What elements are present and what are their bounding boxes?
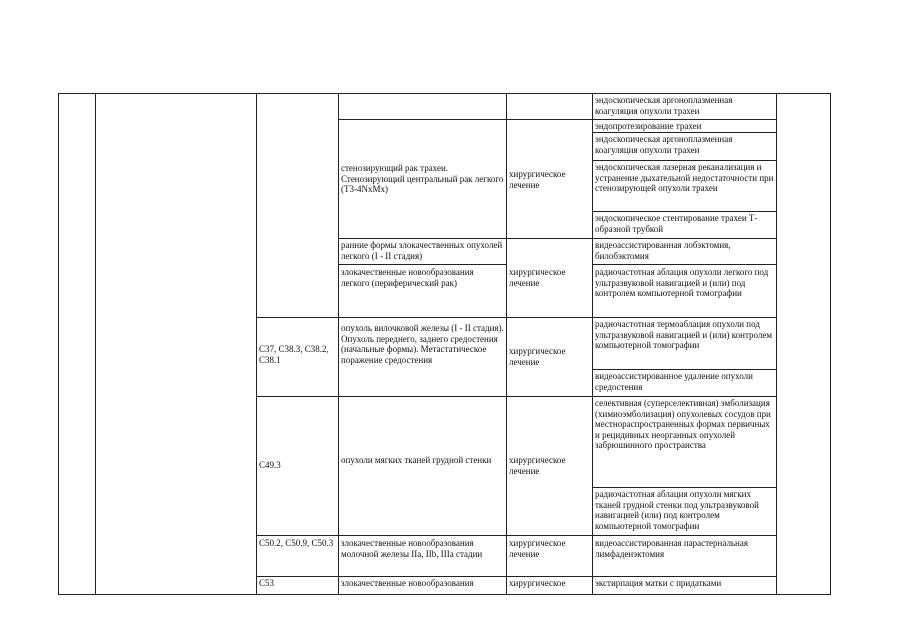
table-border [592, 211, 776, 212]
table-border [338, 119, 776, 120]
model-cell: злокачественные новообразования молочной железы IIa, IIb, IIIa стадии [341, 538, 483, 559]
model-cell: опухоли мягких тканей грудной стенки [341, 455, 492, 465]
table-border [592, 264, 776, 265]
table-border [592, 487, 776, 488]
code-cell: C50.2, C50.9, C50.3 [259, 538, 334, 548]
method-cell: эндоскопическое стентирование трахеи Т-образной трубкой [595, 213, 758, 234]
treatment-cell: хирургическое [509, 578, 566, 588]
method-cell: видеоассистированная парастернальная лимфаденэктомия [595, 538, 748, 559]
table-border [592, 369, 776, 370]
table-border [256, 535, 776, 536]
code-cell: C37, C38.3, C38.2, C38.1 [259, 344, 329, 365]
treatment-cell: хирургическое лечение [509, 538, 566, 559]
method-cell: эндоскопическая лазерная реканализация и устранение дыхательной недостаточности при стенозирующей опухоли трахеи [595, 162, 774, 194]
code-cell: C49.3 [259, 460, 281, 470]
model-cell: злокачественные новообразования [341, 578, 474, 588]
method-cell: видеоассистированная лобэктомия, билобэктомия [595, 240, 731, 261]
method-cell: селективная (суперселективная) эмболизация (химиоэмболизация) опухолевых сосудов при местнораспространенных формах первичных и рецидивных неорганных опухолей забрюшинного пространства [595, 398, 771, 451]
model-cell: злокачественные новообразования легкого (периферический рак) [341, 267, 474, 288]
table-border [256, 317, 776, 318]
method-cell: радиочастотная аблация опухоли мягких тканей грудной стенки под ультразвуковой навигацией (или) под контролем компьютерной томографии [595, 489, 759, 531]
model-cell: ранние формы злокачественных опухолей легкого (I - II стадия) [341, 240, 503, 261]
table-border [58, 93, 830, 94]
method-cell: эндопротезирование трахеи [595, 121, 702, 131]
method-cell: радиочастотная аблация опухоли легкого под ультразвуковой навигацией и (или) под контролем компьютерной томографии [595, 267, 769, 299]
treatment-cell: хирургическое лечение [509, 169, 566, 190]
treatment-cell: хирургическое лечение [509, 455, 566, 476]
table-border [95, 93, 96, 595]
method-cell: экстирпация матки с придатками [595, 578, 722, 588]
method-cell: радиочастотная термоаблация опухоли под ультразвуковой навигацией и (или) контролем компьютерной томографии [595, 319, 773, 351]
table-border [58, 594, 830, 595]
table-border [338, 264, 506, 265]
table-border [338, 238, 776, 239]
code-cell: C53 [259, 578, 275, 588]
method-cell: эндоскопическая аргоноплазменная коагуляция опухоли трахеи [595, 95, 733, 116]
table-border [830, 93, 831, 595]
model-cell: стенозирующий рак трахеи. Стенозирующий центральный рак легкого (T3-4NxMx) [341, 163, 504, 195]
table-border [256, 576, 776, 577]
treatment-cell: хирургическое лечение [509, 346, 566, 367]
table-border [776, 93, 777, 595]
table-border [592, 160, 776, 161]
table-border [592, 132, 776, 133]
treatment-cell: хирургическое лечение [509, 267, 566, 288]
method-cell: видеоассистированное удаление опухоли средостения [595, 371, 753, 392]
table-border [58, 93, 59, 595]
table-border [256, 396, 776, 397]
method-cell: эндоскопическая аргоноплазменная коагуляция опухоли трахеи [595, 134, 733, 155]
model-cell: опухоль вилочковой железы (I - II стадия). Опухоль переднего, заднего средостения (начальные формы). Метастатическое поражение средостения [341, 323, 504, 365]
